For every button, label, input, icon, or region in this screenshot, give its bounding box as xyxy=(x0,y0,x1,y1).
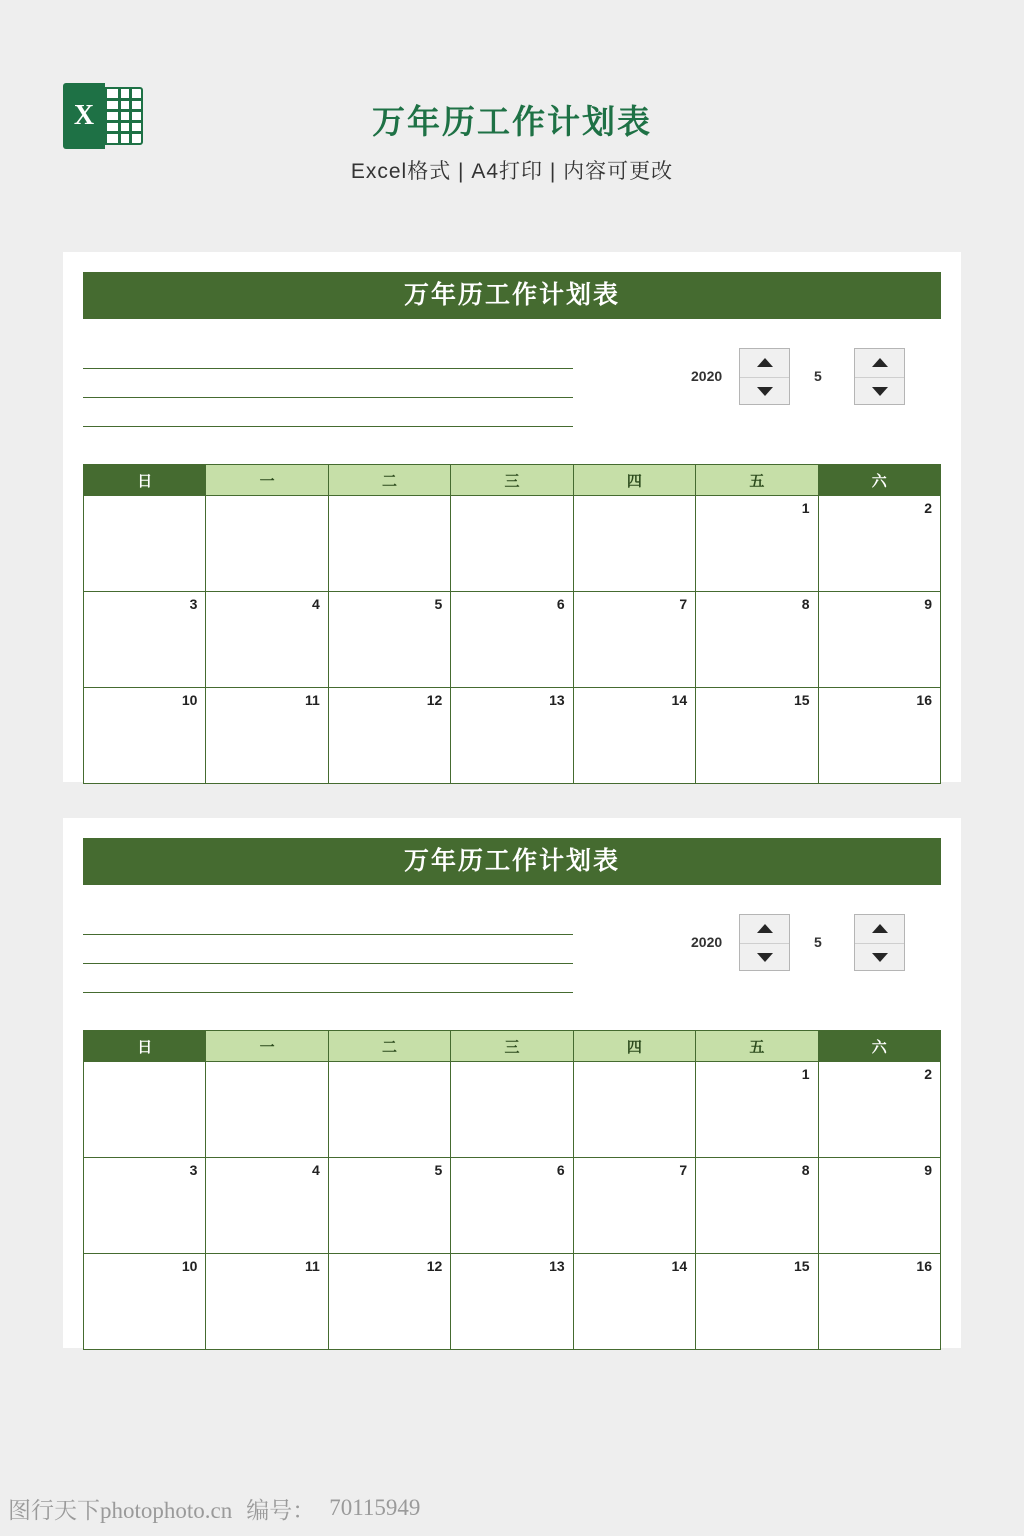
calendar-day-cell[interactable]: 2 xyxy=(818,1062,940,1158)
weekday-header-sat: 六 xyxy=(818,1031,940,1062)
watermark-id-label: 编号： xyxy=(246,1497,316,1523)
calendar-day-cell[interactable]: 11 xyxy=(206,688,328,784)
calendar-day-cell[interactable] xyxy=(451,496,573,592)
weekday-header-tue: 二 xyxy=(328,1031,450,1062)
calendar-day-cell[interactable] xyxy=(206,1062,328,1158)
calendar-day-cell[interactable]: 4 xyxy=(206,1158,328,1254)
calendar-day-cell[interactable]: 6 xyxy=(451,1158,573,1254)
calendar-header-row xyxy=(84,1031,941,1062)
chevron-down-icon xyxy=(757,953,773,962)
chevron-up-icon xyxy=(757,924,773,933)
excel-logo-letter: X xyxy=(63,83,105,149)
month-stepper[interactable] xyxy=(854,914,905,971)
calendar-day-cell[interactable]: 7 xyxy=(573,1158,695,1254)
calendar-table xyxy=(83,1030,941,1350)
calendar-day-cell[interactable]: 13 xyxy=(451,688,573,784)
calendar-day-cell[interactable]: 7 xyxy=(573,592,695,688)
watermark-site: 图行天下photophoto.cn xyxy=(8,1497,233,1523)
calendar-table xyxy=(83,464,941,784)
weekday-header-sun: 日 xyxy=(84,1031,206,1062)
calendar-day-cell[interactable]: 9 xyxy=(818,592,940,688)
calendar-day-cell[interactable]: 10 xyxy=(84,688,206,784)
calendar-day-cell[interactable]: 2 xyxy=(818,496,940,592)
calendar-day-cell[interactable]: 1 xyxy=(696,1062,818,1158)
weekday-header-tue: 二 xyxy=(328,465,450,496)
month-value: 5 xyxy=(814,934,822,950)
calendar-sheet-2 xyxy=(63,818,961,1348)
year-stepper-up[interactable] xyxy=(740,915,789,944)
notes-area-2[interactable] xyxy=(83,906,573,993)
calendar-day-cell[interactable] xyxy=(328,1062,450,1158)
weekday-header-thu: 四 xyxy=(573,1031,695,1062)
weekday-header-fri: 五 xyxy=(696,465,818,496)
note-line[interactable] xyxy=(83,398,573,427)
weekday-header-fri: 五 xyxy=(696,1031,818,1062)
sheet-title: 万年历工作计划表 xyxy=(83,272,941,319)
calendar-day-cell[interactable]: 10 xyxy=(84,1254,206,1350)
chevron-up-icon xyxy=(872,924,888,933)
calendar-week-row xyxy=(84,592,941,688)
calendar-day-cell[interactable]: 14 xyxy=(573,688,695,784)
notes-area-1[interactable] xyxy=(83,340,573,427)
note-line[interactable] xyxy=(83,340,573,369)
weekday-header-wed: 三 xyxy=(451,465,573,496)
calendar-day-cell[interactable]: 16 xyxy=(818,1254,940,1350)
calendar-day-cell[interactable]: 5 xyxy=(328,592,450,688)
calendar-day-cell[interactable]: 1 xyxy=(696,496,818,592)
page-title: 万年历工作计划表 xyxy=(372,103,652,140)
page-subtitle: Excel格式 | A4打印 | 内容可更改 xyxy=(350,160,674,183)
year-stepper[interactable] xyxy=(739,914,790,971)
calendar-week-row xyxy=(84,1062,941,1158)
calendar-day-cell[interactable]: 14 xyxy=(573,1254,695,1350)
watermark-id-value: 70115949 xyxy=(329,1495,421,1520)
chevron-up-icon xyxy=(757,358,773,367)
calendar-day-cell[interactable]: 5 xyxy=(328,1158,450,1254)
calendar-day-cell[interactable]: 9 xyxy=(818,1158,940,1254)
month-stepper[interactable] xyxy=(854,348,905,405)
calendar-sheet-1 xyxy=(63,252,961,782)
weekday-header-sun: 日 xyxy=(84,465,206,496)
year-value: 2020 xyxy=(691,368,723,384)
calendar-day-cell[interactable]: 3 xyxy=(84,1158,206,1254)
year-stepper-up[interactable] xyxy=(740,349,789,378)
calendar-header-row xyxy=(84,465,941,496)
calendar-day-cell[interactable] xyxy=(328,496,450,592)
calendar-day-cell[interactable]: 15 xyxy=(696,1254,818,1350)
watermark-footer xyxy=(0,1488,1024,1528)
note-line[interactable] xyxy=(83,369,573,398)
calendar-day-cell[interactable]: 6 xyxy=(451,592,573,688)
calendar-day-cell[interactable] xyxy=(84,1062,206,1158)
calendar-week-row xyxy=(84,688,941,784)
month-stepper-down[interactable] xyxy=(855,378,904,406)
calendar-day-cell[interactable]: 8 xyxy=(696,1158,818,1254)
calendar-day-cell[interactable] xyxy=(573,1062,695,1158)
calendar-day-cell[interactable]: 8 xyxy=(696,592,818,688)
date-spinners-1 xyxy=(691,340,941,415)
calendar-day-cell[interactable]: 16 xyxy=(818,688,940,784)
calendar-day-cell[interactable]: 15 xyxy=(696,688,818,784)
chevron-down-icon xyxy=(872,387,888,396)
calendar-day-cell[interactable]: 13 xyxy=(451,1254,573,1350)
weekday-header-thu: 四 xyxy=(573,465,695,496)
calendar-day-cell[interactable] xyxy=(84,496,206,592)
month-stepper-up[interactable] xyxy=(855,915,904,944)
year-stepper-down[interactable] xyxy=(740,378,789,406)
weekday-header-wed: 三 xyxy=(451,1031,573,1062)
note-line[interactable] xyxy=(83,935,573,964)
chevron-up-icon xyxy=(872,358,888,367)
sheet-title: 万年历工作计划表 xyxy=(83,838,941,885)
weekday-header-mon: 一 xyxy=(206,465,328,496)
calendar-day-cell[interactable]: 12 xyxy=(328,1254,450,1350)
weekday-header-mon: 一 xyxy=(206,1031,328,1062)
chevron-down-icon xyxy=(757,387,773,396)
year-stepper[interactable] xyxy=(739,348,790,405)
calendar-day-cell[interactable]: 11 xyxy=(206,1254,328,1350)
calendar-day-cell[interactable] xyxy=(206,496,328,592)
date-spinners-2 xyxy=(691,906,941,981)
calendar-day-cell[interactable] xyxy=(573,496,695,592)
month-value: 5 xyxy=(814,368,822,384)
calendar-week-row xyxy=(84,1254,941,1350)
calendar-day-cell[interactable]: 3 xyxy=(84,592,206,688)
chevron-down-icon xyxy=(872,953,888,962)
calendar-week-row xyxy=(84,1158,941,1254)
calendar-day-cell[interactable]: 4 xyxy=(206,592,328,688)
note-line[interactable] xyxy=(83,906,573,935)
year-value: 2020 xyxy=(691,934,723,950)
month-stepper-down[interactable] xyxy=(855,944,904,972)
note-line[interactable] xyxy=(83,964,573,993)
calendar-week-row xyxy=(84,496,941,592)
page-header xyxy=(0,0,1024,205)
calendar-day-cell[interactable]: 12 xyxy=(328,688,450,784)
weekday-header-sat: 六 xyxy=(818,465,940,496)
calendar-day-cell[interactable] xyxy=(451,1062,573,1158)
year-stepper-down[interactable] xyxy=(740,944,789,972)
month-stepper-up[interactable] xyxy=(855,349,904,378)
